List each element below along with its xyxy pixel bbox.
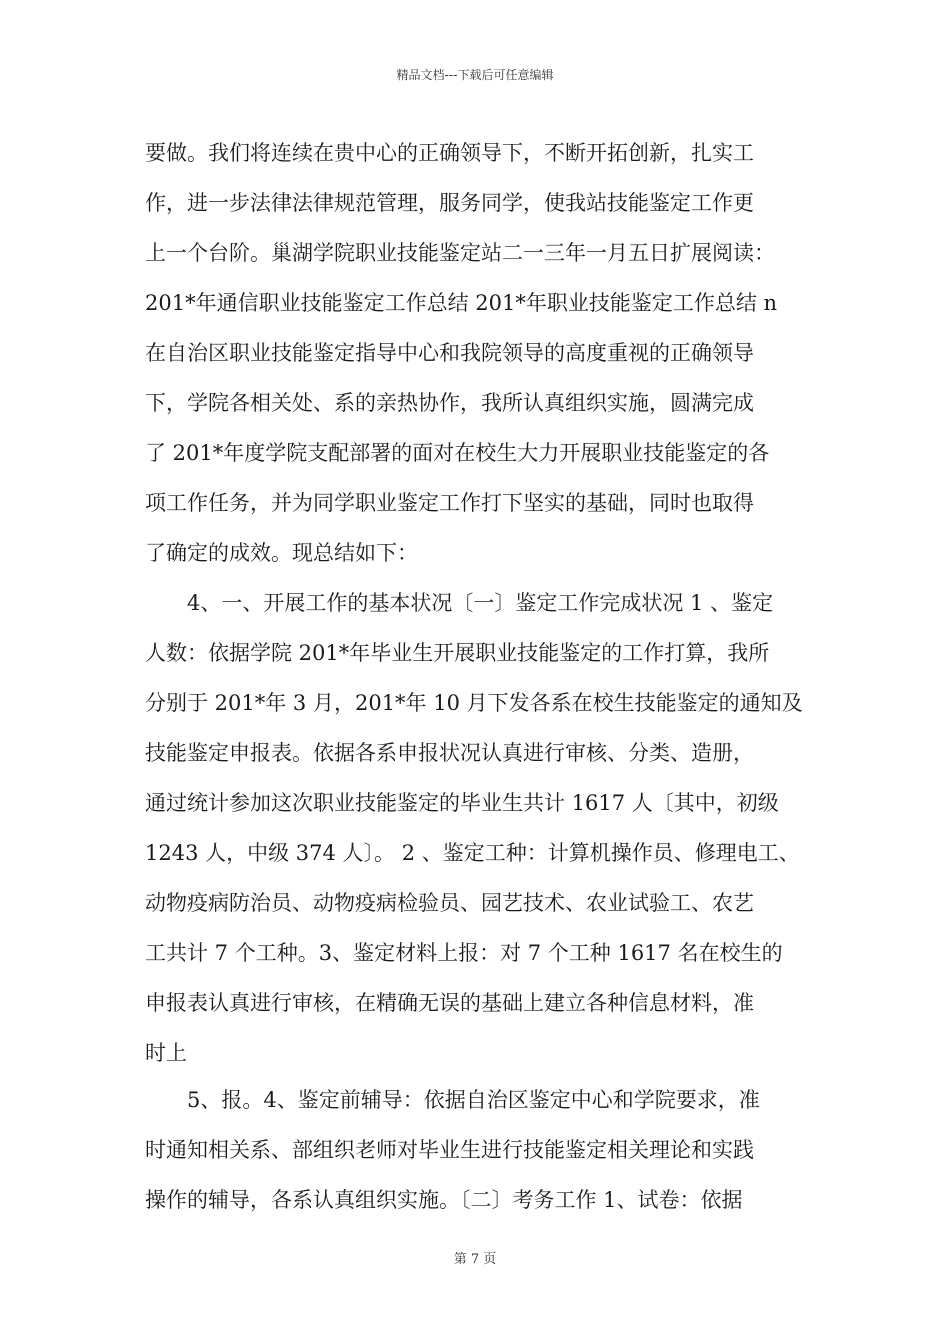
text-line: 时上	[145, 1041, 187, 1065]
text-line: 通过统计参加这次职业技能鉴定的毕业生共计 1617 人〔其中，初级	[145, 791, 779, 815]
text-line: 项工作任务，并为同学职业鉴定工作打下坚实的基础，同时也取得	[145, 491, 754, 515]
text-line: 时通知相关系、部组织老师对毕业生进行技能鉴定相关理论和实践	[145, 1138, 754, 1162]
text-line: 工共计 7 个工种。3、鉴定材料上报：对 7 个工种 1617 名在校生的	[145, 941, 783, 965]
page-number: 第 7 页	[453, 1252, 497, 1267]
text-line: 申报表认真进行审核，在精确无误的基础上建立各种信息材料，准	[145, 991, 754, 1015]
paragraph-2	[145, 578, 825, 1078]
text-line: 技能鉴定申报表。依据各系申报状况认真进行审核、分类、造册，	[145, 741, 754, 765]
text-line: 动物疫病防治员、动物疫病检验员、园艺技术、农业试验工、农艺	[145, 891, 754, 915]
text-line: 要做。我们将连续在贵中心的正确领导下，不断开拓创新，扎实工	[145, 141, 754, 165]
text-line: 1243 人，中级 374 人〕。 2 、鉴定工种：计算机操作员、修理电工、	[145, 841, 800, 865]
text-line: 分别于 201*年 3 月，201*年 10 月下发各系在校生技能鉴定的通知及	[145, 691, 803, 715]
text-line: 5、报。4、鉴定前辅导：依据自治区鉴定中心和学院要求，准	[145, 1088, 760, 1112]
text-line: 人数：依据学院 201*年毕业生开展职业技能鉴定的工作打算，我所	[145, 641, 770, 665]
paragraph-1	[145, 128, 825, 578]
text-line: 了确定的成效。现总结如下：	[145, 541, 418, 565]
text-line: 上一个台阶。巢湖学院职业技能鉴定站二一三年一月五日扩展阅读：	[145, 241, 775, 265]
text-line: 操作的辅导，各系认真组织实施。〔二〕考务工作 1、试卷：依据	[145, 1188, 743, 1212]
text-line: 了 201*年度学院支配部署的面对在校生大力开展职业技能鉴定的各	[145, 441, 770, 465]
text-line: 201*年通信职业技能鉴定工作总结 201*年职业技能鉴定工作总结 n	[145, 291, 778, 315]
text-line: 在自治区职业技能鉴定指导中心和我院领导的高度重视的正确领导	[145, 341, 754, 365]
text-line: 4、一、开展工作的基本状况〔一〕鉴定工作完成状况 1 、鉴定	[145, 591, 774, 615]
text-line: 作，进一步法律法律规范管理，服务同学，使我站技能鉴定工作更	[145, 191, 754, 215]
page-header: 精品文档---下载后可任意编辑	[396, 68, 554, 82]
text-line: 下，学院各相关处、系的亲热协作，我所认真组织实施，圆满完成	[145, 391, 754, 415]
paragraph-3	[145, 1075, 825, 1225]
